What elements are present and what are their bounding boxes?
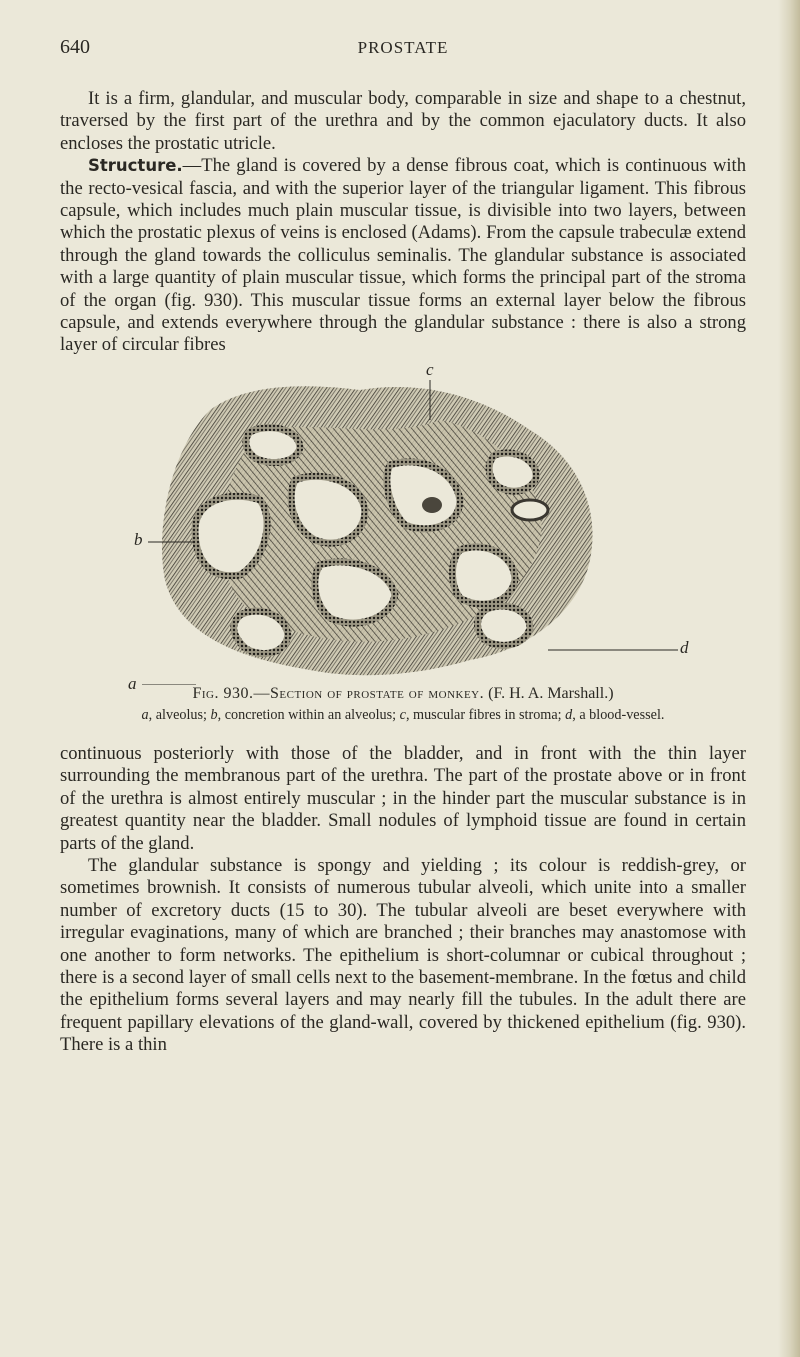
paragraph-structure	[60, 155, 746, 357]
legend-text-b: , concretion within an alveolus;	[217, 707, 400, 723]
histology-section-illustration	[60, 360, 746, 685]
page-number: 640	[60, 36, 90, 58]
paragraph-continuation: continuous posteriorly with those of the bladder, and in front with the thin layer surrounding the membranous part of the urethra. The part of the prostate above or in front of the urethra is almost entirely muscular ; in the hinder part the muscular substance is in greatest quantity near the bladder. Small nodules of lymphoid tissue are found in certain parts of the gland.	[60, 743, 746, 854]
blood-vessel	[512, 500, 548, 520]
page-header	[60, 36, 746, 60]
figure-label-a: a	[128, 674, 137, 693]
legend-key-c: c	[399, 707, 406, 723]
legend-key-b: b	[210, 707, 218, 723]
figure-label-b: b	[134, 530, 143, 549]
running-head: PROSTATE	[357, 38, 449, 57]
caption-credit: (F. H. A. Marshall.)	[488, 685, 614, 702]
figure-legend	[60, 707, 746, 724]
body-text-bottom	[60, 743, 746, 1057]
figure-label-c: c	[426, 360, 434, 379]
figure-label-d: d	[680, 638, 689, 657]
structure-text: —The gland is covered by a dense fibrous coat, which is continuous with the recto-vesical fascia, and with the superior layer of the triangular ligament. This fibrous capsule, which includes much plain muscular tissue, is divisible into two layers, between which the prostatic plexus of veins is enclosed (Adams). From the capsule trabeculæ extend through the gland towards the colliculus seminalis. The glandular substance is associated with a large quantity of plain muscular tissue, which forms the principal part of the stroma of the organ (fig. 930). This muscular tissue forms an external layer below the fibrous capsule, and extends everywhere through the glandular substance : there is also a strong layer of circular fibres	[60, 155, 746, 356]
paragraph-intro: It is a firm, glandular, and muscular body, comparable in size and shape to a chestnut, traversed by the first part of the urethra and by the common ejaculatory ducts. It also encloses the prostatic utricle.	[60, 88, 746, 154]
legend-text-d: , a blood-vessel.	[572, 707, 665, 723]
paragraph-glandular-substance: The glandular substance is spongy and yielding ; its colour is reddish-grey, or sometimes brownish. It consists of numerous tubular alveoli, which unite into a smaller number of excretory ducts (15 to 30). The tubular alveoli are beset everywhere with irregular evaginations, many of which are branched ; their branches may anastomose with one another to form networks. The epithelium is short-columnar or cubical throughout ; there is a second layer of small cells next to the basement-membrane. In the fœtus and child the epithelium forms several layers and may nearly fill the tubules. In the adult there are frequent papillary elevations of the gland-wall, covered by thickened epithelium (fig. 930). There is a thin	[60, 855, 746, 1056]
page-edge-shadow	[778, 0, 800, 1357]
legend-key-a: a	[141, 707, 149, 723]
figure-caption	[60, 685, 746, 703]
body-text-top	[60, 88, 746, 357]
structure-heading: Structure.	[88, 156, 183, 176]
legend-text-c: , muscular fibres in stroma;	[405, 707, 566, 723]
figure-930	[60, 360, 746, 693]
legend-key-d: d	[565, 707, 573, 723]
concretion	[422, 497, 442, 513]
caption-title: Fig. 930.—Section of prostate of monkey.	[192, 685, 485, 702]
legend-text-a: , alveolus;	[148, 707, 211, 723]
